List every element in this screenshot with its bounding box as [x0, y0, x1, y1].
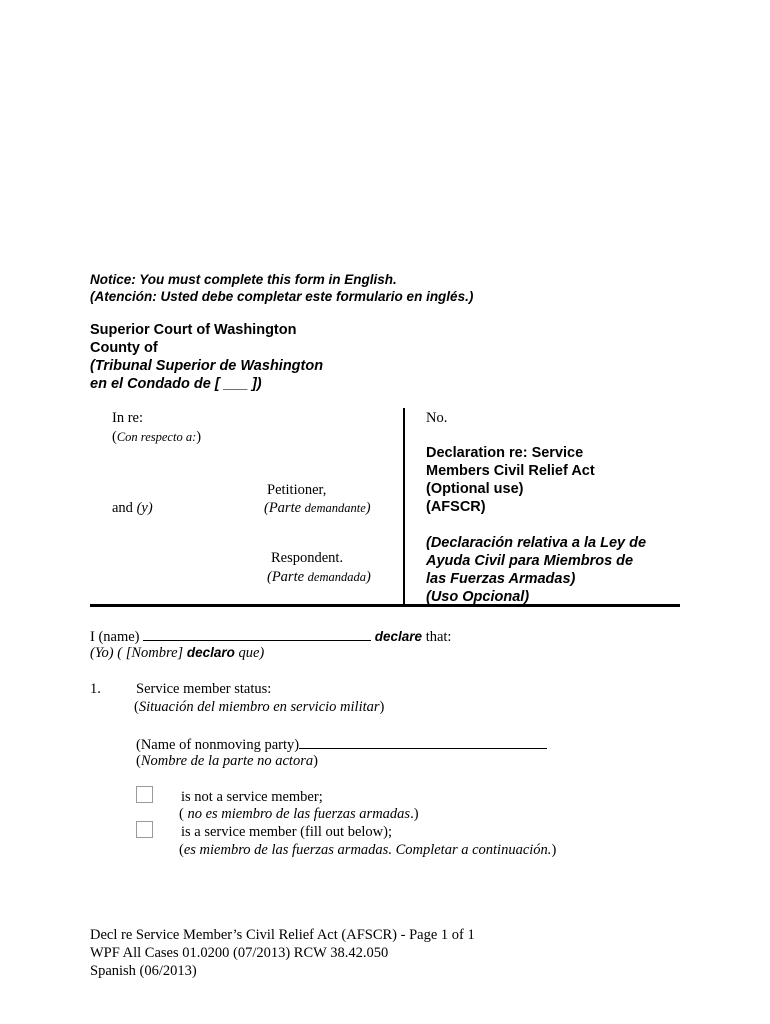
footer-form-code: WPF All Cases 01.0200 (07/2013) RCW 38.42.050 — [90, 945, 389, 961]
case-number-label: No. — [426, 410, 448, 426]
not-service-member-label: is not a service member; — [181, 789, 323, 805]
form-title-es-line4: (Uso Opcional) — [426, 589, 530, 605]
not-service-member-label-es: ( no es miembro de las fuerzas armadas.) — [179, 806, 419, 822]
form-title-es-line3: las Fuerzas Armadas) — [426, 571, 576, 587]
nonmoving-party-line: (Name of nonmoving party) — [136, 734, 547, 754]
declarant-line-es: (Yo) ( [Nombre] declaro que) — [90, 645, 265, 661]
in-re-label: In re: — [112, 410, 143, 426]
form-title-es-line1: (Declaración relativa a la Ley de — [426, 535, 647, 551]
court-name-es: (Tribunal Superior de Washington — [90, 358, 324, 374]
not-service-member-checkbox[interactable] — [136, 786, 153, 803]
court-name: Superior Court of Washington — [90, 322, 297, 338]
declarant-line: I (name) declare that: — [90, 626, 451, 646]
in-re-es: (Con respecto a:) — [112, 429, 202, 445]
section-heading: Service member status: — [136, 681, 272, 697]
county-label-es: en el Condado de [ ___ ]) — [90, 376, 262, 392]
caption-vertical-divider — [403, 408, 405, 605]
declarant-name-field[interactable] — [143, 626, 371, 641]
is-service-member-label: is a service member (fill out below); — [181, 824, 392, 840]
form-title-line4: (AFSCR) — [426, 499, 486, 515]
and-label: and (y) — [112, 500, 153, 516]
form-title-line1: Declaration re: Service — [426, 445, 584, 461]
respondent-label: Respondent. — [271, 550, 344, 566]
is-service-member-label-es: (es miembro de las fuerzas armadas. Completar a continuación.) — [179, 842, 557, 858]
notice-english: Notice: You must complete this form in English. — [90, 272, 397, 287]
footer-language: Spanish (06/2013) — [90, 963, 197, 979]
form-title-es-line2: Ayuda Civil para Miembros de — [426, 553, 634, 569]
caption-horizontal-divider — [90, 604, 680, 607]
petitioner-es: (Parte demandante) — [264, 500, 371, 516]
footer-form-title: Decl re Service Member’s Civil Relief Act (AFSCR) - Page 1 of 1 — [90, 927, 475, 943]
section-heading-es: (Situación del miembro en servicio militar) — [134, 699, 385, 715]
petitioner-label: Petitioner, — [267, 482, 327, 498]
is-service-member-checkbox[interactable] — [136, 821, 153, 838]
nonmoving-party-es: (Nombre de la parte no actora) — [136, 753, 318, 769]
county-label: County of — [90, 340, 158, 356]
nonmoving-party-field[interactable] — [299, 734, 547, 749]
section-number: 1. — [90, 681, 101, 697]
notice-spanish: (Atención: Usted debe completar este formulario en inglés.) — [90, 289, 474, 304]
form-title-line2: Members Civil Relief Act — [426, 463, 595, 479]
form-title-line3: (Optional use) — [426, 481, 524, 497]
respondent-es: (Parte demandada) — [267, 569, 371, 585]
